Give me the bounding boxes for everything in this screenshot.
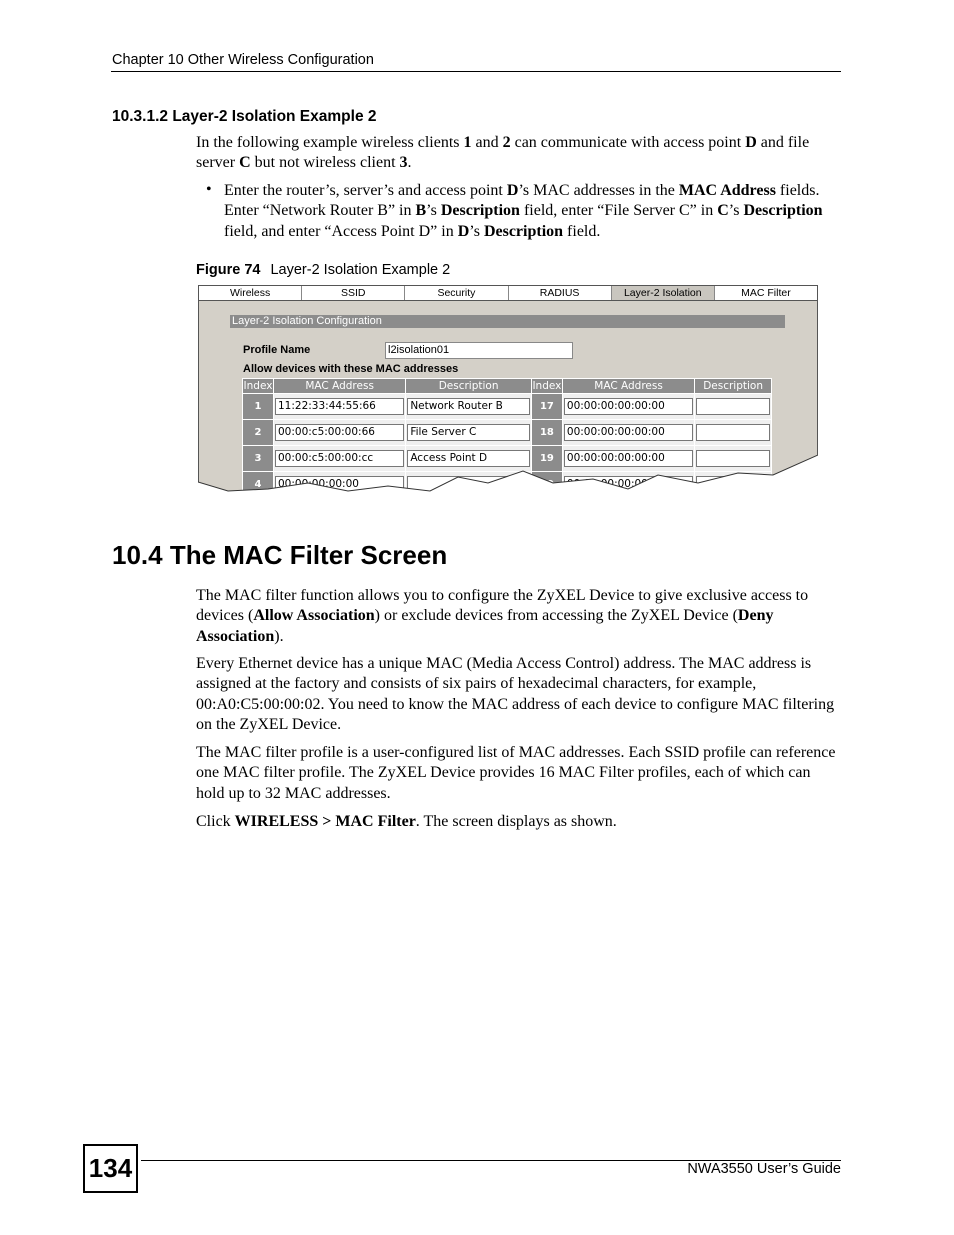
header-rule <box>111 71 841 72</box>
bold-text: D <box>745 134 757 151</box>
text-run: ’s MAC addresses in the <box>518 182 679 199</box>
subsection-heading: 10.3.1.2 Layer-2 Isolation Example 2 <box>112 108 377 125</box>
bold-text: Allow Association <box>253 607 375 625</box>
table-row <box>243 394 772 420</box>
bold-text: D <box>506 182 519 199</box>
table-cell <box>562 394 694 420</box>
column-header: Description <box>406 379 532 394</box>
column-header: Index <box>532 380 562 392</box>
bullet-text <box>224 181 841 242</box>
text-run: and file server <box>196 134 810 172</box>
text-run: In the following example wireless clients <box>196 134 464 151</box>
running-header: Chapter 10 Other Wireless Configuration <box>112 52 374 68</box>
tab-mac-filter[interactable]: MAC Filter <box>741 287 791 299</box>
text-run: ) or exclude devices from accessing the ZyXEL Device ( <box>374 607 738 625</box>
bold-text: C <box>717 202 729 220</box>
bold-text: Description <box>743 202 823 220</box>
mac-address-input[interactable]: 11:22:33:44:55:66 <box>275 398 404 415</box>
tab-ssid[interactable]: SSID <box>302 286 405 300</box>
text-run: ’s <box>469 222 484 240</box>
text-run: The MAC filter function allows you to configure the ZyXEL Device to give exclusive access to devices ( <box>196 587 809 625</box>
mac-address-input[interactable]: 00:00:c5:00:00:66 <box>275 424 404 441</box>
figure-number: Figure 74 <box>196 262 261 278</box>
table-cell <box>406 394 532 420</box>
paragraph-filter-profile <box>196 743 841 804</box>
row-index: 1 <box>243 394 274 420</box>
section-heading: 10.4 The MAC Filter Screen <box>112 540 448 570</box>
text-run: fields. Enter “Network Router B” in <box>224 182 820 220</box>
description-input[interactable] <box>696 424 770 441</box>
bold-text: Deny Association <box>196 607 774 645</box>
mac-address-input[interactable]: 00:00:c5:00:00:cc <box>275 450 404 467</box>
text-run: ’s <box>426 202 441 220</box>
text-run: Click <box>196 813 235 830</box>
bold-text: 1 <box>463 134 472 151</box>
column-header: MAC Address <box>274 379 406 394</box>
bold-text: B <box>415 202 427 220</box>
row-index: 3 <box>243 446 274 472</box>
description-input[interactable] <box>696 398 770 415</box>
tab-bar <box>198 285 818 301</box>
bold-text: WIRELESS > MAC Filter <box>234 813 416 830</box>
row-index: 17 <box>531 394 562 420</box>
text-run: field, and enter “Access Point D” in <box>224 222 458 240</box>
config-title-bar: Layer-2 Isolation Configuration <box>230 315 785 328</box>
figure-title: Layer-2 Isolation Example 2 <box>270 262 451 278</box>
paragraph-navigation <box>196 812 841 832</box>
intro-paragraph <box>196 133 841 174</box>
tab-layer-2-isolation[interactable]: Layer-2 Isolation <box>612 286 715 300</box>
page-number: 134 <box>83 1144 138 1193</box>
allow-devices-label: Allow devices with these MAC addresses <box>243 363 459 375</box>
bold-text: D <box>457 222 470 240</box>
text-run: Every Ethernet device has a unique MAC (Media Access Control) address. The MAC address is assigned at the factory and consists of six pairs of hexadecimal characters, for example, 00:A0:C5:00:00:02. You need to know the MAC address of each device to configure MAC filtering on the ZyXEL Device. <box>196 655 835 734</box>
bold-text: MAC Address <box>678 182 776 199</box>
text-run: ). <box>274 627 284 645</box>
tab-radius[interactable]: RADIUS <box>509 286 612 300</box>
paragraph-mac-filter-intro <box>196 586 841 647</box>
text-run: but not wireless client <box>250 154 400 172</box>
bold-text: 3 <box>399 154 408 172</box>
table-cell <box>695 420 772 446</box>
text-run: The MAC filter profile is a user-configured list of MAC addresses. Each SSID profile can reference one MAC filter profile. The ZyXEL Device provides 16 MAC Filter profiles, each of which can hold up to 32 MAC addresses. <box>196 744 836 802</box>
bold-text: 2 <box>502 134 511 151</box>
table-cell <box>274 394 406 420</box>
table-row <box>243 420 772 446</box>
text-run: field. <box>563 222 601 240</box>
figure-caption <box>196 262 450 278</box>
table-cell <box>562 420 694 446</box>
text-run: ’s <box>728 202 744 220</box>
row-index: 4 <box>243 472 274 498</box>
text-run: . <box>407 154 412 172</box>
tab-security[interactable]: Security <box>405 286 508 300</box>
torn-edge-icon <box>198 455 818 497</box>
text-run: can communicate with access point <box>510 134 746 151</box>
column-header: MAC Address <box>562 379 694 394</box>
bold-text: Description <box>440 202 520 220</box>
paragraph-mac-address <box>196 654 841 736</box>
text-run: . The screen displays as shown. <box>415 813 617 830</box>
tab-wireless[interactable]: Wireless <box>199 286 302 300</box>
text-run: field, enter “File Server C” in <box>519 202 718 220</box>
table-cell <box>695 394 772 420</box>
profile-name-label: Profile Name <box>243 344 311 356</box>
text-run: and <box>471 134 503 151</box>
footer-guide-title: NWA3550 User’s Guide <box>687 1161 841 1177</box>
mac-address-input[interactable]: 00:00:00:00:00:00 <box>564 450 693 467</box>
profile-name-input[interactable]: l2isolation01 <box>385 342 573 359</box>
description-input[interactable]: Access Point D <box>407 450 530 467</box>
column-header: Index <box>243 380 273 392</box>
mac-address-input[interactable]: 00:00:00:00:00 <box>275 476 404 493</box>
mac-address-input[interactable]: 00:00:00:00:00:00 <box>564 398 693 415</box>
table-cell <box>406 420 532 446</box>
bullet-marker: • <box>206 181 212 198</box>
row-index: 18 <box>531 420 562 446</box>
bold-text: C <box>239 154 251 172</box>
column-header: Description <box>695 379 772 394</box>
row-index: 2 <box>243 420 274 446</box>
table-header-row <box>243 379 772 394</box>
bold-text: Description <box>483 222 564 240</box>
mac-address-input[interactable]: 00:00:00:00:00:00 <box>564 424 693 441</box>
text-run: Enter the router’s, server’s and access point <box>224 182 507 199</box>
row-index: 19 <box>531 446 562 472</box>
figure-screenshot <box>198 285 818 497</box>
description-input[interactable]: Network Router B <box>407 398 530 415</box>
description-input[interactable]: File Server C <box>407 424 530 441</box>
table-cell <box>274 420 406 446</box>
